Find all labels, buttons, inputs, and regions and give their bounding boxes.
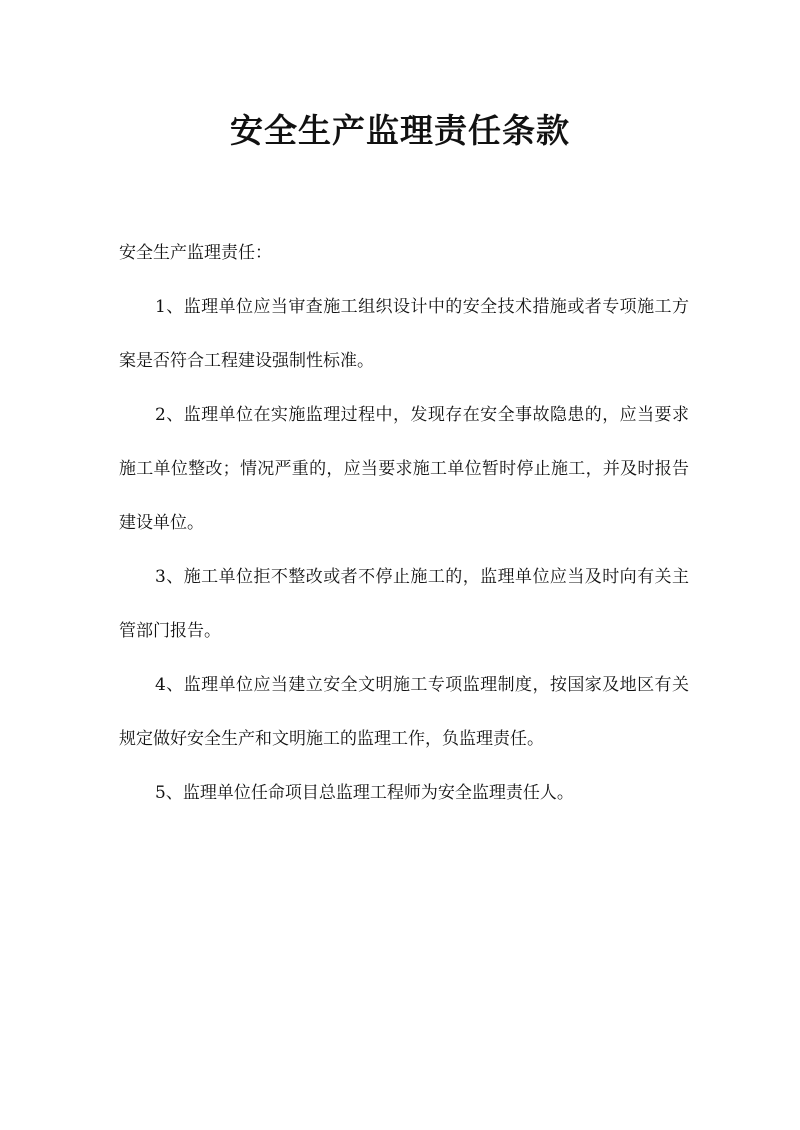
clause-5: 5、监理单位任命项目总监理工程师为安全监理责任人。 bbox=[155, 783, 574, 803]
clause-3: 3、施工单位拒不整改或者不停止施工的，监理单位应当及时向有关主管部门报告。 bbox=[119, 567, 689, 641]
document-title: 安全生产监理责任条款 bbox=[230, 111, 570, 150]
clause-2: 2、监理单位在实施监理过程中，发现存在安全事故隐患的，应当要求施工单位整改；情况严重的，应当要求施工单位暂时停止施工，并及时报告建设单位。 bbox=[119, 405, 689, 533]
clause-1: 1、监理单位应当审查施工组织设计中的安全技术措施或者专项施工方案是否符合工程建设强制性标准。 bbox=[119, 297, 689, 371]
document-body bbox=[119, 226, 689, 820]
clause-4: 4、监理单位应当建立安全文明施工专项监理制度，按国家及地区有关规定做好安全生产和文明施工的监理工作，负监理责任。 bbox=[119, 675, 689, 749]
intro-heading: 安全生产监理责任： bbox=[119, 243, 272, 263]
